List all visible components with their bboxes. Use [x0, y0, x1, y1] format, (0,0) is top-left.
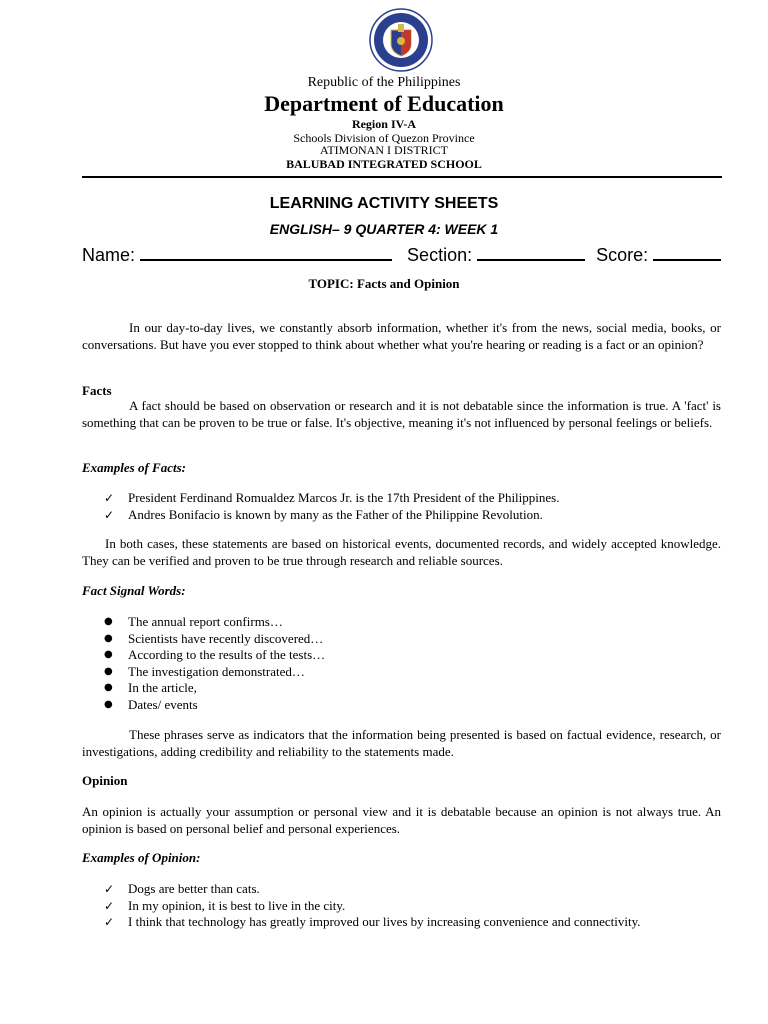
- checkmark-icon: ✓: [104, 915, 115, 929]
- republic-line: Republic of the Philippines: [307, 75, 461, 90]
- facts-heading: Facts: [82, 383, 112, 398]
- department-title: Department of Education: [264, 91, 504, 116]
- signal-summary-paragraph: These phrases serve as indicators that the information being presented is based on factual evidence, research, or investigations, adding credibility and reliability to the statements made.: [82, 727, 721, 759]
- district-line: ATIMONAN I DISTRICT: [320, 143, 448, 157]
- list-item: ● Dates/ events: [104, 696, 198, 712]
- name-field[interactable]: [140, 243, 392, 261]
- list-item: ● The investigation demonstrated…: [104, 663, 305, 679]
- division-line: Schools Division of Quezon Province: [293, 131, 475, 145]
- header-divider: [82, 176, 722, 178]
- intro-paragraph: In our day-to-day lives, we constantly absorb information, whether it's from the news, social media, books, or conversations. But have you ever stopped to think about whether what you're hearing or reading is a fact or an opinion?: [82, 320, 721, 352]
- section-label: Section:: [407, 245, 478, 265]
- score-label: Score:: [596, 245, 654, 265]
- checkmark-icon: ✓: [104, 882, 115, 896]
- list-item: ✓ In my opinion, it is best to live in the city.: [104, 897, 346, 913]
- signal-words-heading: Fact Signal Words:: [82, 583, 186, 598]
- school-line: BALUBAD INTEGRATED SCHOOL: [286, 157, 482, 171]
- opinion-paragraph: An opinion is actually your assumption or personal view and it is debatable because an opinion is not always true. An opinion is based on personal belief and personal experiences.: [82, 804, 721, 836]
- sheet-subtitle: ENGLISH– 9 QUARTER 4: WEEK 1: [269, 221, 499, 237]
- list-item: ✓ President Ferdinand Romualdez Marcos Jr. is the 17th President of the Philippines.: [104, 490, 560, 505]
- list-item: ● In the article,: [104, 680, 197, 695]
- list-item: ● Scientists have recently discovered…: [104, 630, 324, 646]
- score-field[interactable]: [653, 243, 721, 261]
- topic-line: TOPIC: Facts and Opinion: [308, 276, 460, 291]
- checkmark-icon: ✓: [104, 491, 115, 505]
- facts-summary-paragraph: In both cases, these statements are based on historical events, documented records, and widely accepted knowledge. They can be verified and proven to be true through research and reliable sources.: [82, 536, 721, 568]
- checkmark-icon: ✓: [104, 898, 115, 913]
- list-item: ● The annual report confirms…: [104, 614, 283, 629]
- bullet-icon: ●: [104, 649, 113, 660]
- facts-paragraph: A fact should be based on observation or research and it is not debatable since the information is true. A 'fact' is something that can be proven to be true or false. It's objective, meaning it's not influenced by personal feelings or beliefs.: [82, 398, 721, 430]
- section-field[interactable]: [477, 243, 585, 261]
- bullet-icon: ●: [104, 665, 113, 677]
- bullet-icon: ●: [104, 682, 113, 693]
- examples-facts-heading: Examples of Facts:: [82, 460, 186, 475]
- list-item: ✓ I think that technology has greatly improved our lives by increasing convenience and connectivity.: [104, 914, 641, 929]
- bullet-icon: ●: [104, 698, 113, 710]
- deped-seal-icon: [369, 8, 433, 72]
- signal-words-list: [82, 614, 721, 713]
- examples-opinion-heading: Examples of Opinion:: [82, 850, 201, 865]
- list-item: ● According to the results of the tests…: [104, 647, 326, 662]
- student-info-row: [82, 243, 722, 266]
- region-line: Region IV-A: [351, 117, 417, 131]
- examples-facts-list: [82, 490, 721, 523]
- name-label: Name:: [82, 245, 141, 265]
- bullet-icon: ●: [104, 616, 113, 627]
- sheet-title: LEARNING ACTIVITY SHEETS: [269, 195, 499, 212]
- examples-opinion-list: [82, 881, 721, 931]
- bullet-icon: ●: [104, 632, 113, 644]
- list-item: ✓ Dogs are better than cats.: [104, 881, 260, 896]
- checkmark-icon: ✓: [104, 507, 115, 522]
- opinion-heading: Opinion: [82, 773, 128, 788]
- list-item: ✓ Andres Bonifacio is known by many as the Father of the Philippine Revolution.: [104, 506, 543, 522]
